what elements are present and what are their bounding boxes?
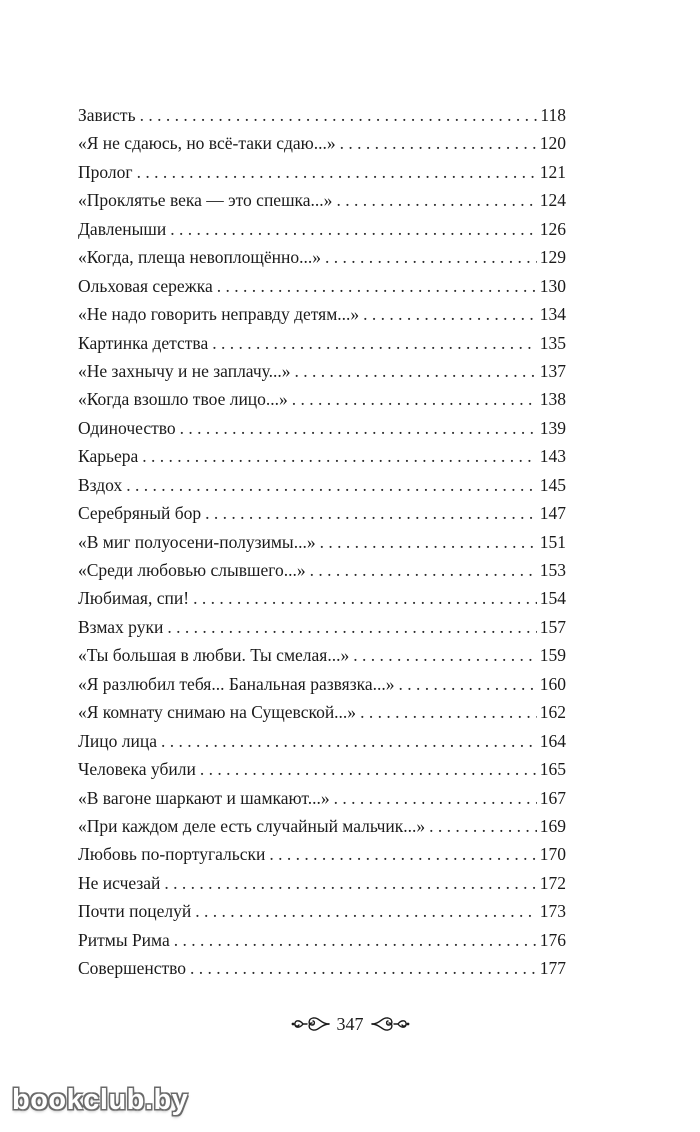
toc-entry (78, 528, 566, 556)
toc-entry-page: 134 (539, 304, 566, 325)
toc-entry-title: Любимая, спи! (78, 588, 190, 609)
toc-entry-title: Почти поцелуй (78, 901, 192, 922)
dot-leader (195, 897, 537, 925)
toc-entry (78, 129, 566, 157)
toc-entry-page: 135 (539, 332, 566, 353)
toc-entry-page: 147 (539, 503, 566, 524)
toc-entry-title: Давленыши (78, 218, 167, 239)
toc-entry (78, 300, 566, 328)
toc-entry (78, 727, 566, 755)
toc-entry-title: Лицо лица (78, 730, 157, 751)
toc-entry-title: Пролог (78, 161, 133, 182)
dot-leader (336, 186, 536, 214)
dot-leader (340, 129, 537, 157)
toc-entry (78, 243, 566, 271)
toc-entry (78, 641, 566, 669)
dot-leader (325, 243, 537, 271)
toc-entry (78, 954, 566, 982)
toc-entry-title: Вздох (78, 474, 123, 495)
toc-entry (78, 869, 566, 897)
page-number: 347 (336, 1013, 364, 1034)
toc-entry-page: 160 (539, 673, 566, 694)
toc-entry (78, 272, 566, 300)
toc-entry-page: 145 (539, 474, 566, 495)
toc-entry-title: «Не захнычу и не заплачу...» (78, 360, 291, 381)
dot-leader (363, 300, 537, 328)
dot-leader (190, 954, 537, 982)
dot-leader (161, 727, 537, 755)
toc-entry-page: 165 (539, 759, 566, 780)
toc-entry-title: «В миг полуосени-полузимы...» (78, 531, 316, 552)
toc-entry (78, 471, 566, 499)
toc-entry-page: 126 (539, 218, 566, 239)
toc-entry-title: Совершенство (78, 958, 187, 979)
toc-entry (78, 158, 566, 186)
dot-leader (126, 471, 537, 499)
dot-leader (217, 272, 537, 300)
toc-entry-page: 167 (539, 787, 566, 808)
floral-ornament-icon (370, 1013, 410, 1035)
dot-leader (170, 215, 537, 243)
toc-entry-page: 159 (539, 645, 566, 666)
toc-entry-page: 154 (539, 588, 566, 609)
dot-leader (292, 385, 537, 413)
toc-entry-title: «Не надо говорить неправду детям...» (78, 304, 360, 325)
dot-leader (399, 670, 537, 698)
toc-entry (78, 613, 566, 641)
floral-ornament-icon (291, 1013, 331, 1035)
toc-entry-page: 129 (539, 247, 566, 268)
toc-entry-page: 176 (539, 929, 566, 950)
toc-entry-title: Картинка детства (78, 332, 209, 353)
toc-entry-title: Ольховая сережка (78, 275, 213, 296)
toc-entry (78, 897, 566, 925)
toc-entry-page: 118 (540, 105, 566, 125)
dot-leader (137, 158, 537, 186)
toc-entry-page: 139 (539, 417, 566, 438)
dot-leader (353, 641, 537, 669)
toc-entry-page: 162 (539, 702, 566, 723)
toc-entry-page: 124 (539, 190, 566, 211)
toc-entry (78, 670, 566, 698)
toc-entry-title: «В вагоне шаркают и шамкают...» (78, 787, 330, 808)
toc-entry (78, 584, 566, 612)
toc-entry-page: 143 (539, 446, 566, 467)
toc-entry-page: 157 (539, 616, 566, 637)
table-of-contents (78, 101, 566, 983)
toc-entry-page: 177 (539, 958, 566, 979)
dot-leader (167, 613, 536, 641)
toc-entry-page: 164 (539, 730, 566, 751)
toc-entry-title: «Проклятье века — это спешка...» (78, 190, 333, 211)
toc-entry-title: «Я не сдаюсь, но всё-таки сдаю...» (78, 133, 336, 154)
toc-entry-title: Карьера (78, 446, 139, 467)
toc-entry-title: «Ты большая в любви. Ты смелая...» (78, 645, 350, 666)
toc-entry (78, 556, 566, 584)
toc-entry (78, 812, 566, 840)
toc-entry (78, 186, 566, 214)
toc-entry-title: «Я комнату снимаю на Сущевской...» (78, 702, 357, 723)
toc-entry-title: Одиночество (78, 417, 176, 438)
dot-leader (334, 784, 537, 812)
dot-leader (429, 812, 537, 840)
toc-entry-page: 153 (539, 560, 566, 580)
toc-entry-title: «Когда, плеща невоплощённо...» (78, 247, 321, 268)
toc-entry-title: Не исчезай (78, 872, 161, 893)
toc-entry (78, 385, 566, 413)
toc-entry (78, 840, 566, 868)
dot-leader (360, 698, 537, 726)
toc-entry-page: 172 (539, 872, 566, 893)
toc-entry-title: Человека убили (78, 759, 196, 780)
dot-leader (212, 329, 537, 357)
toc-entry-page: 121 (539, 161, 566, 182)
dot-leader (295, 357, 537, 385)
dot-leader (205, 499, 537, 527)
toc-entry-title: Зависть (78, 105, 136, 125)
dot-leader (320, 528, 537, 556)
toc-entry (78, 784, 566, 812)
toc-entry-title: Серебряный бор (78, 503, 202, 524)
toc-entry (78, 101, 566, 129)
toc-entry (78, 442, 566, 470)
dot-leader (140, 101, 538, 129)
dot-leader (164, 869, 536, 897)
toc-entry-page: 138 (539, 389, 566, 410)
toc-entry (78, 414, 566, 442)
toc-entry (78, 215, 566, 243)
toc-entry-page: 170 (539, 844, 566, 865)
dot-leader (310, 556, 537, 584)
dot-leader (193, 584, 537, 612)
toc-entry (78, 329, 566, 357)
dot-leader (180, 414, 537, 442)
toc-entry (78, 499, 566, 527)
dot-leader (200, 755, 537, 783)
toc-entry-title: «Я разлюбил тебя... Банальная развязка...» (78, 673, 395, 694)
toc-entry-title: «Среди любовью слывшего...» (78, 560, 306, 580)
toc-entry-title: Взмах руки (78, 616, 164, 637)
toc-entry-page: 120 (539, 133, 566, 154)
toc-entry (78, 357, 566, 385)
dot-leader (142, 442, 537, 470)
dot-leader (174, 926, 537, 954)
dot-leader (269, 840, 536, 868)
toc-entry (78, 755, 566, 783)
toc-entry-title: «При каждом деле есть случайный мальчик...» (78, 815, 426, 836)
toc-entry-title: Любовь по-португальски (78, 844, 266, 865)
toc-entry (78, 698, 566, 726)
site-watermark: bookclub.by (12, 1084, 189, 1116)
toc-entry-page: 130 (539, 275, 566, 296)
page-footer (0, 1004, 700, 1044)
toc-entry-title: Ритмы Рима (78, 929, 170, 950)
toc-entry-page: 173 (539, 901, 566, 922)
toc-entry-page: 151 (539, 531, 566, 552)
toc-entry-title: «Когда взошло твое лицо...» (78, 389, 288, 410)
toc-entry-page: 137 (539, 360, 566, 381)
toc-entry-page: 169 (539, 815, 566, 836)
toc-entry (78, 926, 566, 954)
